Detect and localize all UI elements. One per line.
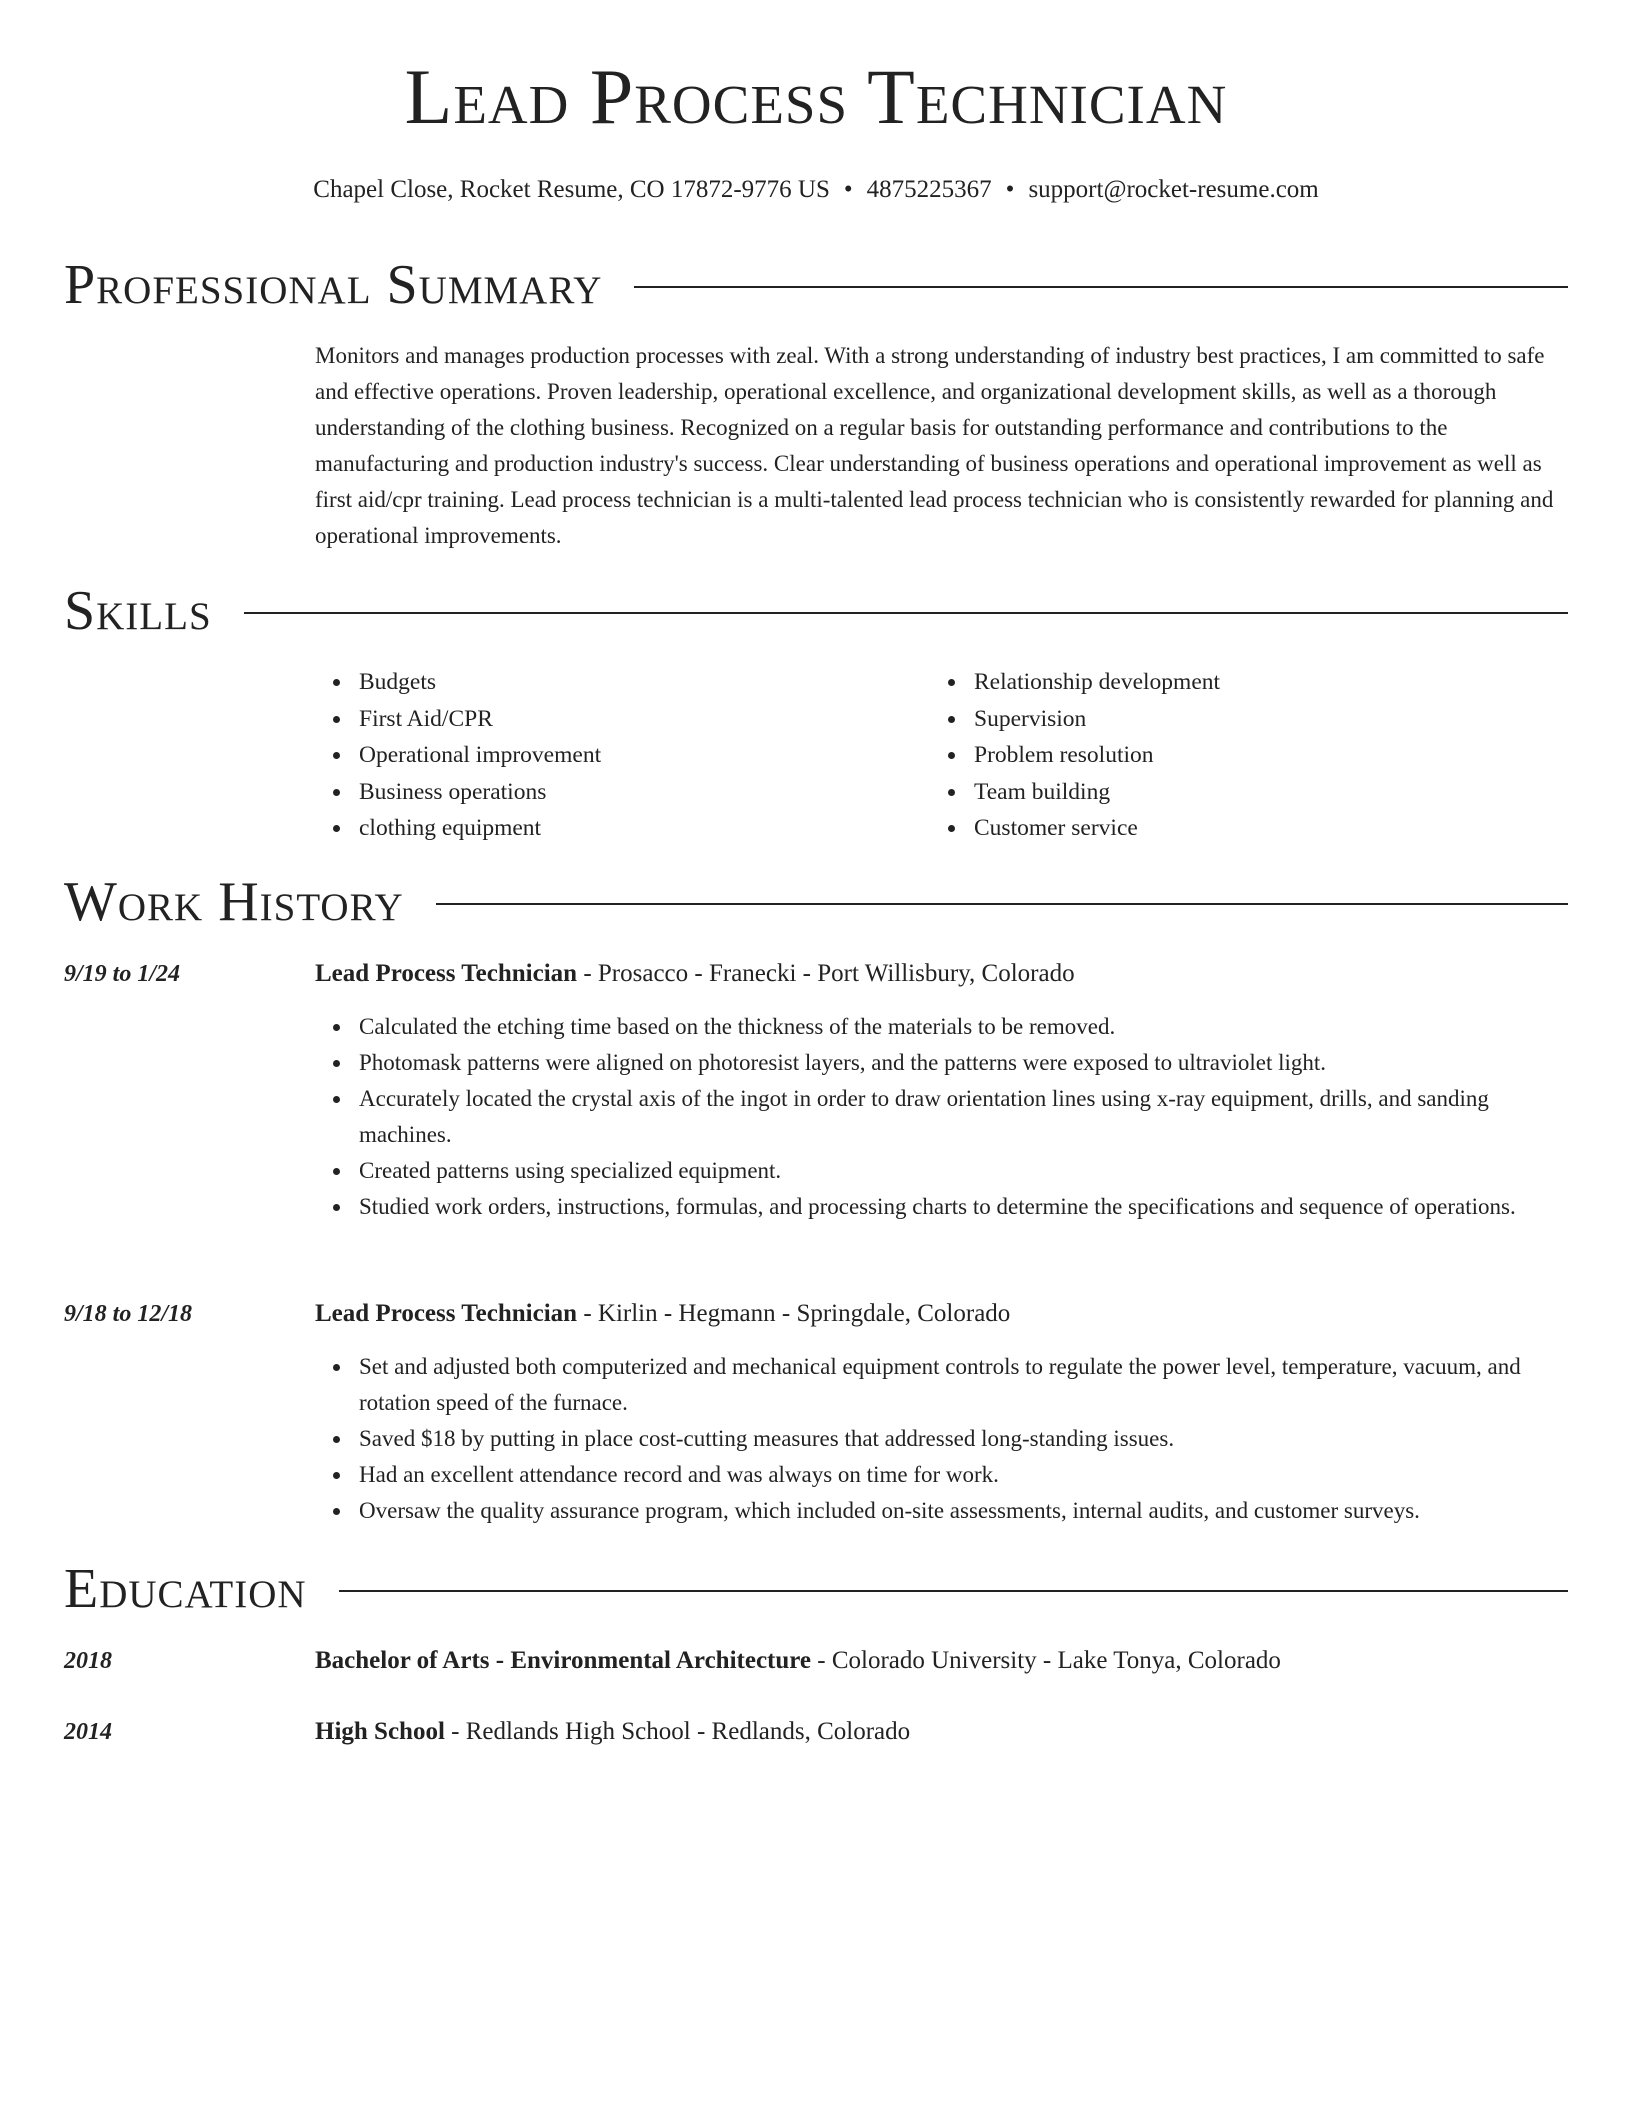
work-section-title: Work History bbox=[64, 871, 404, 933]
contact-line bbox=[64, 175, 1568, 205]
education-details: - Redlands High School - Redlands, Colorado bbox=[444, 1718, 911, 1745]
contact-address: Chapel Close, Rocket Resume, CO 17872-9776 US bbox=[313, 176, 830, 203]
job-title: Lead Process Technician bbox=[315, 960, 578, 987]
education-section-header bbox=[64, 1554, 1568, 1624]
job-dates: 9/18 to 12/18 bbox=[64, 1301, 193, 1327]
section-divider bbox=[339, 1590, 1568, 1592]
skill-item: clothing equipment bbox=[315, 810, 915, 847]
job-details: - Kirlin - Hegmann - Springdale, Colorado bbox=[577, 1300, 1011, 1327]
job-bullet: Had an excellent attendance record and was always on time for work. bbox=[315, 1457, 1568, 1493]
education-header bbox=[315, 1643, 1568, 1679]
skills-list-left bbox=[315, 664, 915, 847]
section-divider bbox=[436, 903, 1568, 905]
skill-item: Supervision bbox=[930, 701, 1568, 738]
job-header bbox=[315, 956, 1568, 992]
job-bullet: Saved $18 by putting in place cost-cutting measures that addressed long-standing issues. bbox=[315, 1421, 1568, 1457]
section-divider bbox=[244, 612, 1568, 614]
job-bullet: Studied work orders, instructions, formulas, and processing charts to determine the specifications and sequence of operations. bbox=[315, 1189, 1568, 1225]
contact-phone: 4875225367 bbox=[866, 176, 992, 203]
summary-text: Monitors and manages production processes with zeal. With a strong understanding of industry best practices, I am committed to safe and effective operations. Proven leadership, operational excellence, and organizational development skills, as well as a thorough understanding of the clothing business. Recognized on a regular basis for outstanding performance and contributions to the manufacturing and production industry's success. Clear understanding of business operations and operational improvement as well as first aid/cpr training. Lead process technician is a multi-talented lead process technician who is consistently rewarded for planning and operational improvements. bbox=[315, 343, 1554, 548]
job-bullets bbox=[315, 1349, 1568, 1529]
skills-section-title: Skills bbox=[64, 580, 212, 642]
contact-separator: • bbox=[843, 176, 853, 203]
skills-list-right bbox=[930, 664, 1568, 847]
skill-item: Business operations bbox=[315, 774, 915, 811]
job-bullet: Calculated the etching time based on the thickness of the materials to be removed. bbox=[315, 1009, 1568, 1045]
skill-item: Budgets bbox=[315, 664, 915, 701]
resume-name: Lead Process Technician bbox=[404, 53, 1228, 140]
summary-section-header bbox=[64, 250, 1568, 320]
job-bullet: Created patterns using specialized equipment. bbox=[315, 1153, 1568, 1189]
education-details: - Colorado University - Lake Tonya, Colorado bbox=[811, 1647, 1281, 1674]
job-dates: 9/19 to 1/24 bbox=[64, 961, 181, 987]
job-bullets bbox=[315, 1009, 1568, 1225]
education-section-title: Education bbox=[64, 1558, 307, 1620]
contact-email: support@rocket-resume.com bbox=[1028, 176, 1319, 203]
job-bullet: Accurately located the crystal axis of the ingot in order to draw orientation lines using x-ray equipment, drills, and sanding machines. bbox=[315, 1081, 1568, 1153]
education-header bbox=[315, 1714, 1568, 1750]
skills-section-header bbox=[64, 576, 1568, 646]
contact-separator: • bbox=[1005, 176, 1015, 203]
job-title: Lead Process Technician bbox=[315, 1300, 578, 1327]
skill-item: First Aid/CPR bbox=[315, 701, 915, 738]
job-bullet: Set and adjusted both computerized and mechanical equipment controls to regulate the power level, temperature, vacuum, and rotation speed of the furnace. bbox=[315, 1349, 1568, 1421]
job-header bbox=[315, 1296, 1568, 1332]
job-details: - Prosacco - Franecki - Port Willisbury, Colorado bbox=[577, 960, 1075, 987]
skill-item: Operational improvement bbox=[315, 737, 915, 774]
education-year: 2018 bbox=[64, 1648, 112, 1674]
education-degree: High School bbox=[315, 1718, 445, 1745]
job-bullet: Photomask patterns were aligned on photoresist layers, and the patterns were exposed to ultraviolet light. bbox=[315, 1045, 1568, 1081]
education-degree: Bachelor of Arts - Environmental Architecture bbox=[315, 1647, 812, 1674]
summary-section-title: Professional Summary bbox=[64, 254, 603, 316]
skill-item: Problem resolution bbox=[930, 737, 1568, 774]
work-section-header bbox=[64, 867, 1568, 937]
skill-item: Customer service bbox=[930, 810, 1568, 847]
education-year: 2014 bbox=[64, 1719, 112, 1745]
job-bullet: Oversaw the quality assurance program, which included on-site assessments, internal audits, and customer surveys. bbox=[315, 1493, 1568, 1529]
section-divider bbox=[634, 286, 1568, 288]
skill-item: Team building bbox=[930, 774, 1568, 811]
skill-item: Relationship development bbox=[930, 664, 1568, 701]
